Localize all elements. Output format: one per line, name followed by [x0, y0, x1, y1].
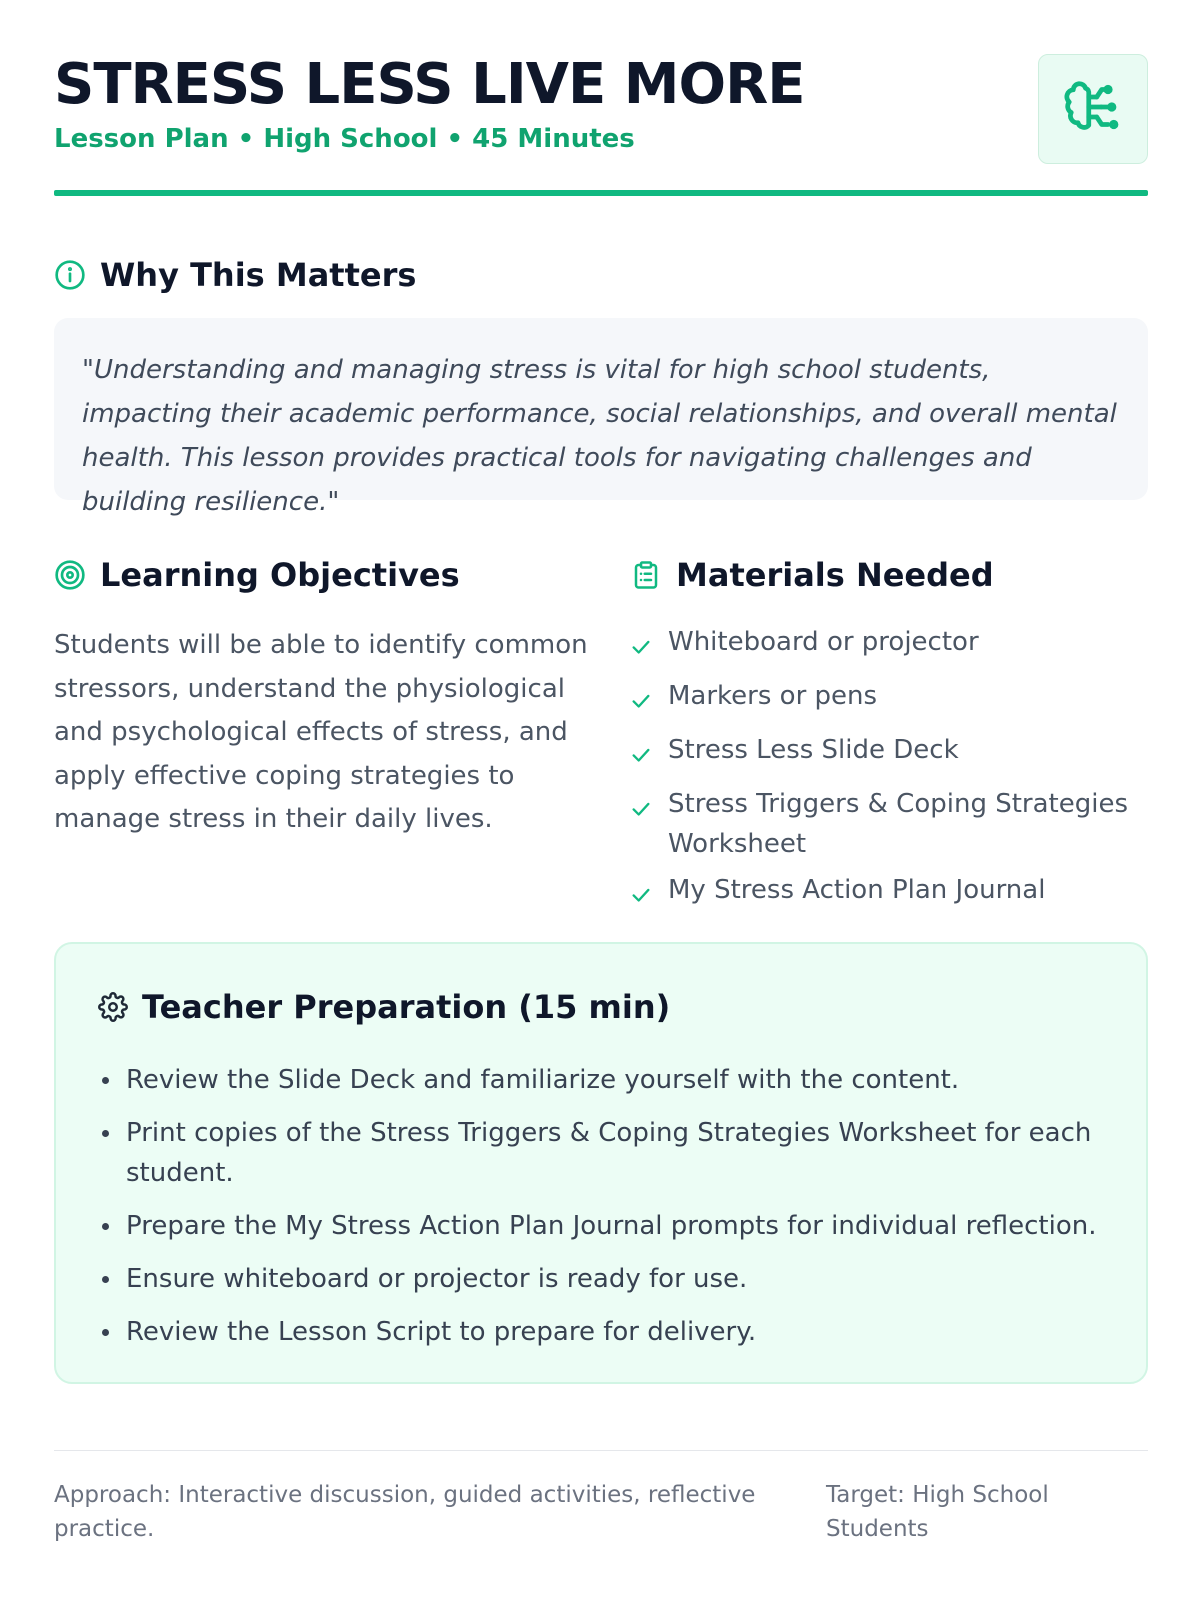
list-item: Review the Lesson Script to prepare for delivery. [98, 1312, 1102, 1352]
list-item [630, 622, 1148, 670]
materials-section [630, 556, 1148, 924]
check-icon [630, 622, 668, 670]
lesson-plan-page [54, 0, 1148, 1542]
materials-title: Materials Needed [676, 556, 994, 594]
footer-approach: Approach: Interactive discussion, guided activities, reflective practice. [54, 1482, 756, 1542]
objectives-title: Learning Objectives [100, 556, 460, 594]
why-heading [54, 256, 416, 294]
check-icon [630, 784, 668, 832]
brain-icon [1063, 77, 1123, 141]
clipboard-icon [630, 559, 662, 591]
why-quote: "Understanding and managing stress is vital for high school students, impacting their academic performance, social relationships, and overall mental health. This lesson provides practical tools for navigating challenges and building resilience." [54, 318, 1148, 500]
list-item [630, 730, 1148, 778]
prep-heading [98, 988, 1102, 1026]
check-icon [630, 870, 668, 918]
list-item [630, 676, 1148, 724]
list-item: Print copies of the Stress Triggers & Coping Strategies Worksheet for each student. [98, 1113, 1102, 1193]
gear-icon [98, 992, 128, 1022]
check-icon [630, 730, 668, 778]
info-icon [54, 259, 86, 291]
header [54, 0, 1148, 198]
prep-title: Teacher Preparation (15 min) [142, 988, 671, 1026]
material-label: Stress Less Slide Deck [668, 735, 959, 765]
logo-badge [1038, 54, 1148, 164]
page-title: STRESS LESS LIVE MORE [54, 52, 805, 117]
material-label: Stress Triggers & Coping Strategies Worksheet [668, 789, 1129, 859]
footer-divider [54, 1450, 1148, 1451]
material-label: My Stress Action Plan Journal [668, 875, 1046, 905]
prep-list [98, 1060, 1102, 1352]
objectives-text: Students will be able to identify common stressors, understand the physiological and psychological effects of stress, and apply effective coping strategies to manage stress in their daily lives. [54, 630, 588, 834]
materials-heading [630, 556, 1148, 594]
check-icon [630, 676, 668, 724]
objectives-section [54, 556, 594, 842]
teacher-prep-card [54, 942, 1148, 1384]
material-label: Markers or pens [668, 681, 878, 711]
materials-list [630, 622, 1148, 918]
why-title: Why This Matters [100, 256, 417, 294]
list-item [630, 784, 1148, 864]
list-item: Ensure whiteboard or projector is ready for use. [98, 1259, 1102, 1299]
objectives-heading [54, 556, 594, 594]
header-divider [54, 190, 1148, 196]
page-subtitle: Lesson Plan • High School • 45 Minutes [54, 124, 635, 154]
list-item: Prepare the My Stress Action Plan Journal prompts for individual reflection. [98, 1206, 1102, 1246]
list-item [630, 870, 1148, 918]
footer-target: Target: High School Students [826, 1482, 1049, 1542]
list-item: Review the Slide Deck and familiarize yourself with the content. [98, 1060, 1102, 1100]
target-icon [54, 559, 86, 591]
material-label: Whiteboard or projector [668, 627, 979, 657]
